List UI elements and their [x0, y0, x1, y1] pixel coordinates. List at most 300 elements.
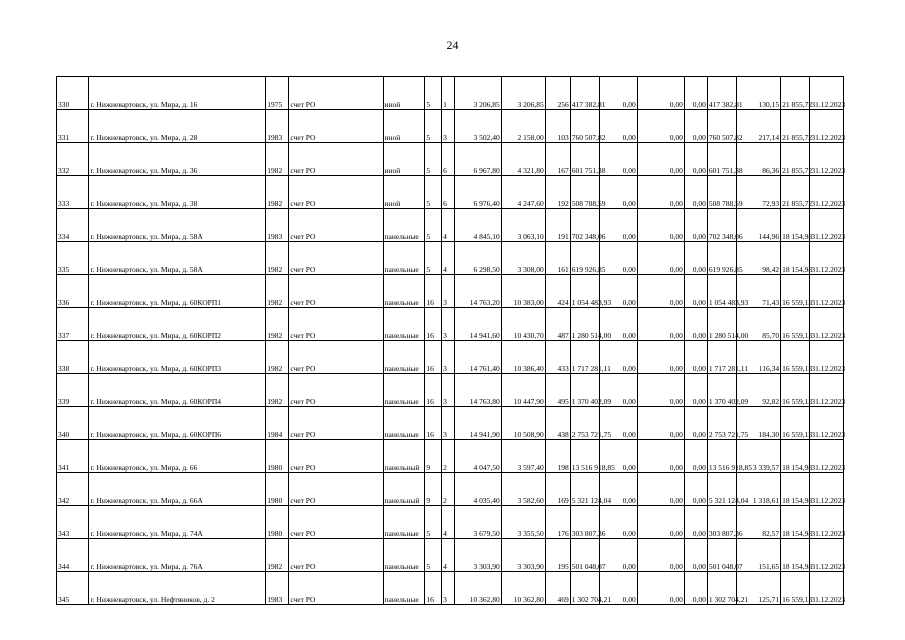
table-row — [57, 506, 844, 539]
cell-residents-count: 198 — [545, 440, 570, 473]
cell-build-year: 1983 — [266, 209, 289, 242]
cell-living-area: 10 447,90 — [501, 374, 545, 407]
cell-address: г. Нижневартовск, ул. Нефтяников, д. 2 — [89, 572, 266, 605]
cell-cost-federal: 0,00 — [600, 440, 638, 473]
cell-cost-local: 0,00 — [684, 242, 707, 275]
cell-floors: 16 — [425, 275, 442, 308]
cell-residents-count: 438 — [545, 407, 570, 440]
cell-wall-material: панельный — [383, 473, 425, 506]
cell-total-area: 3 206,85 — [454, 77, 501, 110]
cell-total-area: 6 976,40 — [454, 176, 501, 209]
cell-living-area: 10 386,40 — [501, 341, 545, 374]
cell-cost-regional: 0,00 — [637, 407, 684, 440]
cell-cost-federal: 0,00 — [600, 308, 638, 341]
table-row — [57, 143, 844, 176]
cell-build-year: 1982 — [266, 341, 289, 374]
cell-max-unit-cost: 18 154,98 — [781, 209, 810, 242]
cell-total-cost: 1 302 704,21 — [570, 572, 599, 605]
cell-floors: 16 — [425, 341, 442, 374]
cell-build-year: 1984 — [266, 407, 289, 440]
cell-cost-local: 0,00 — [684, 539, 707, 572]
cell-residents-count: 103 — [545, 110, 570, 143]
cell-entrances: 3 — [442, 572, 455, 605]
cell-planned-date: 31.12.2023 — [810, 308, 844, 341]
cell-unit-cost: 82,57 — [737, 506, 781, 539]
cell-total-area: 4 047,50 — [454, 440, 501, 473]
cell-cost-regional: 0,00 — [637, 506, 684, 539]
cell-living-area: 3 206,85 — [501, 77, 545, 110]
table-row — [57, 440, 844, 473]
cell-cost-regional: 0,00 — [637, 440, 684, 473]
cell-cost-regional: 0,00 — [637, 275, 684, 308]
cell-cost-federal: 0,00 — [600, 209, 638, 242]
cell-wall-material: иной — [383, 77, 425, 110]
cell-unit-cost: 184,30 — [737, 407, 781, 440]
cell-cost-owners: 5 321 124,04 — [707, 473, 736, 506]
cell-row-number: 335 — [57, 242, 89, 275]
cell-address: г. Нижневартовск, ул. Мира, д. 60КОРП1 — [89, 275, 266, 308]
cell-address: г. Нижневартовск, ул. Мира, д. 36 — [89, 143, 266, 176]
cell-unit-cost: 86,36 — [737, 143, 781, 176]
cell-cost-regional: 0,00 — [637, 473, 684, 506]
cell-planned-date: 31.12.2023 — [810, 341, 844, 374]
cell-total-cost: 1 717 281,11 — [570, 341, 599, 374]
cell-planned-date: 31.12.2023 — [810, 473, 844, 506]
cell-entrances: 2 — [442, 440, 455, 473]
cell-floors: 5 — [425, 176, 442, 209]
cell-unit-cost: 98,42 — [737, 242, 781, 275]
cell-cost-owners: 619 926,85 — [707, 242, 736, 275]
cell-fund-method: счет РО — [289, 242, 383, 275]
cell-max-unit-cost: 18 154,98 — [781, 242, 810, 275]
cell-cost-local: 0,00 — [684, 77, 707, 110]
cell-entrances: 1 — [442, 77, 455, 110]
cell-max-unit-cost: 16 559,13 — [781, 374, 810, 407]
cell-cost-federal: 0,00 — [600, 110, 638, 143]
cell-cost-regional: 0,00 — [637, 77, 684, 110]
cell-build-year: 1982 — [266, 275, 289, 308]
table-row — [57, 110, 844, 143]
cell-wall-material: панельные — [383, 374, 425, 407]
cell-max-unit-cost: 21 855,72 — [781, 77, 810, 110]
cell-total-area: 14 941,60 — [454, 308, 501, 341]
cell-max-unit-cost: 21 855,72 — [781, 143, 810, 176]
cell-cost-owners: 1 280 514,00 — [707, 308, 736, 341]
table-row — [57, 209, 844, 242]
cell-build-year: 1982 — [266, 143, 289, 176]
cell-total-cost: 417 382,81 — [570, 77, 599, 110]
cell-unit-cost: 72,93 — [737, 176, 781, 209]
cell-living-area: 3 355,50 — [501, 506, 545, 539]
cell-row-number: 339 — [57, 374, 89, 407]
cell-cost-owners: 508 788,59 — [707, 176, 736, 209]
cell-row-number: 340 — [57, 407, 89, 440]
cell-build-year: 1975 — [266, 77, 289, 110]
cell-total-cost: 501 048,07 — [570, 539, 599, 572]
cell-fund-method: счет РО — [289, 440, 383, 473]
cell-living-area: 3 303,90 — [501, 539, 545, 572]
cell-cost-owners: 303 807,36 — [707, 506, 736, 539]
cell-planned-date: 31.12.2023 — [810, 110, 844, 143]
cell-entrances: 3 — [442, 374, 455, 407]
cell-row-number: 334 — [57, 209, 89, 242]
cell-wall-material: панельные — [383, 275, 425, 308]
cell-cost-federal: 0,00 — [600, 374, 638, 407]
cell-cost-federal: 0,00 — [600, 176, 638, 209]
cell-living-area: 4 247,60 — [501, 176, 545, 209]
cell-fund-method: счет РО — [289, 473, 383, 506]
cell-cost-local: 0,00 — [684, 572, 707, 605]
cell-unit-cost: 71,43 — [737, 275, 781, 308]
cell-total-area: 3 679,50 — [454, 506, 501, 539]
cell-planned-date: 31.12.2023 — [810, 77, 844, 110]
cell-planned-date: 31.12.2023 — [810, 440, 844, 473]
cell-total-cost: 5 321 124,04 — [570, 473, 599, 506]
cell-total-cost: 702 348,06 — [570, 209, 599, 242]
table-row — [57, 275, 844, 308]
cell-cost-federal: 0,00 — [600, 143, 638, 176]
cell-total-area: 14 763,20 — [454, 275, 501, 308]
cell-cost-local: 0,00 — [684, 341, 707, 374]
cell-planned-date: 31.12.2023 — [810, 176, 844, 209]
cell-cost-regional: 0,00 — [637, 209, 684, 242]
cell-living-area: 10 383,00 — [501, 275, 545, 308]
cell-build-year: 1982 — [266, 539, 289, 572]
cell-cost-owners: 1 302 704,21 — [707, 572, 736, 605]
cell-total-cost: 1 370 402,09 — [570, 374, 599, 407]
cell-total-area: 4 845,10 — [454, 209, 501, 242]
cell-planned-date: 31.12.2023 — [810, 209, 844, 242]
cell-fund-method: счет РО — [289, 176, 383, 209]
cell-wall-material: панельные — [383, 539, 425, 572]
table-row — [57, 308, 844, 341]
cell-cost-regional: 0,00 — [637, 572, 684, 605]
cell-cost-local: 0,00 — [684, 308, 707, 341]
cell-address: г. Нижневартовск, ул. Мира, д. 58А — [89, 242, 266, 275]
cell-total-cost: 508 788,59 — [570, 176, 599, 209]
cell-cost-federal: 0,00 — [600, 572, 638, 605]
cell-total-area: 14 761,40 — [454, 341, 501, 374]
cell-unit-cost: 85,70 — [737, 308, 781, 341]
cell-max-unit-cost: 16 559,13 — [781, 275, 810, 308]
cell-fund-method: счет РО — [289, 143, 383, 176]
cell-planned-date: 31.12.2023 — [810, 407, 844, 440]
cell-cost-regional: 0,00 — [637, 539, 684, 572]
cell-address: г. Нижневартовск, ул. Мира, д. 60КОРП2 — [89, 308, 266, 341]
cell-residents-count: 195 — [545, 539, 570, 572]
cell-cost-regional: 0,00 — [637, 341, 684, 374]
cell-living-area: 4 321,80 — [501, 143, 545, 176]
cell-wall-material: иной — [383, 110, 425, 143]
cell-cost-federal: 0,00 — [600, 275, 638, 308]
cell-cost-local: 0,00 — [684, 374, 707, 407]
cell-cost-regional: 0,00 — [637, 308, 684, 341]
cell-total-cost: 1 054 483,93 — [570, 275, 599, 308]
cell-total-area: 6 298,50 — [454, 242, 501, 275]
cell-max-unit-cost: 18 154,98 — [781, 473, 810, 506]
cell-build-year: 1980 — [266, 506, 289, 539]
cell-build-year: 1980 — [266, 473, 289, 506]
cell-fund-method: счет РО — [289, 374, 383, 407]
cell-total-area: 3 502,40 — [454, 110, 501, 143]
cell-entrances: 4 — [442, 242, 455, 275]
cell-max-unit-cost: 18 154,98 — [781, 440, 810, 473]
cell-floors: 5 — [425, 209, 442, 242]
cell-build-year: 1982 — [266, 374, 289, 407]
cell-residents-count: 161 — [545, 242, 570, 275]
cell-row-number: 330 — [57, 77, 89, 110]
cell-fund-method: счет РО — [289, 77, 383, 110]
cell-residents-count: 169 — [545, 473, 570, 506]
cell-living-area: 10 430,70 — [501, 308, 545, 341]
cell-row-number: 331 — [57, 110, 89, 143]
cell-fund-method: счет РО — [289, 110, 383, 143]
cell-planned-date: 31.12.2023 — [810, 275, 844, 308]
cell-cost-local: 0,00 — [684, 407, 707, 440]
cell-total-area: 6 967,80 — [454, 143, 501, 176]
cell-cost-local: 0,00 — [684, 110, 707, 143]
cell-floors: 16 — [425, 374, 442, 407]
cell-residents-count: 424 — [545, 275, 570, 308]
cell-unit-cost: 144,96 — [737, 209, 781, 242]
cell-floors: 5 — [425, 506, 442, 539]
cell-address: г. Нижневартовск, ул. Мира, д. 60КОРП4 — [89, 374, 266, 407]
cell-cost-federal: 0,00 — [600, 539, 638, 572]
table-row — [57, 341, 844, 374]
cell-max-unit-cost: 16 559,13 — [781, 407, 810, 440]
cell-unit-cost: 92,82 — [737, 374, 781, 407]
page-number: 24 — [446, 38, 459, 52]
cell-address: г. Нижневартовск, ул. Мира, д. 60КОРП6 — [89, 407, 266, 440]
cell-unit-cost: 125,71 — [737, 572, 781, 605]
cell-residents-count: 469 — [545, 572, 570, 605]
cell-wall-material: панельные — [383, 407, 425, 440]
cell-living-area: 2 158,00 — [501, 110, 545, 143]
cell-living-area: 10 508,90 — [501, 407, 545, 440]
cell-cost-local: 0,00 — [684, 143, 707, 176]
table-row — [57, 176, 844, 209]
table-row — [57, 572, 844, 605]
cell-build-year: 1982 — [266, 308, 289, 341]
cell-address: г. Нижневартовск, ул. Мира, д. 76А — [89, 539, 266, 572]
cell-wall-material: панельные — [383, 242, 425, 275]
cell-total-cost: 2 753 721,75 — [570, 407, 599, 440]
cell-address: г. Нижневартовск, ул. Мира, д. 74А — [89, 506, 266, 539]
cell-address: г. Нижневартовск, ул. Мира, д. 16 — [89, 77, 266, 110]
cell-fund-method: счет РО — [289, 341, 383, 374]
cell-address: г. Нижневартовск, ул. Мира, д. 58А — [89, 209, 266, 242]
registry-body — [57, 77, 844, 605]
cell-entrances: 4 — [442, 506, 455, 539]
cell-wall-material: иной — [383, 176, 425, 209]
cell-cost-owners: 1 370 402,09 — [707, 374, 736, 407]
cell-max-unit-cost: 18 154,98 — [781, 506, 810, 539]
cell-max-unit-cost: 16 559,13 — [781, 341, 810, 374]
cell-residents-count: 192 — [545, 176, 570, 209]
cell-floors: 16 — [425, 407, 442, 440]
cell-cost-federal: 0,00 — [600, 473, 638, 506]
table-row — [57, 473, 844, 506]
cell-entrances: 4 — [442, 209, 455, 242]
cell-cost-owners: 501 048,07 — [707, 539, 736, 572]
cell-entrances: 3 — [442, 308, 455, 341]
cell-cost-owners: 1 717 281,11 — [707, 341, 736, 374]
cell-build-year: 1982 — [266, 176, 289, 209]
cell-fund-method: счет РО — [289, 209, 383, 242]
cell-unit-cost: 151,65 — [737, 539, 781, 572]
cell-cost-local: 0,00 — [684, 506, 707, 539]
cell-cost-owners: 601 751,38 — [707, 143, 736, 176]
cell-wall-material: панельные — [383, 209, 425, 242]
cell-floors: 5 — [425, 110, 442, 143]
cell-cost-federal: 0,00 — [600, 242, 638, 275]
cell-cost-regional: 0,00 — [637, 374, 684, 407]
cell-planned-date: 31.12.2023 — [810, 242, 844, 275]
cell-cost-local: 0,00 — [684, 176, 707, 209]
cell-unit-cost: 1 318,61 — [737, 473, 781, 506]
cell-floors: 5 — [425, 242, 442, 275]
cell-max-unit-cost: 21 855,72 — [781, 110, 810, 143]
cell-planned-date: 31.12.2023 — [810, 539, 844, 572]
cell-planned-date: 31.12.2023 — [810, 506, 844, 539]
cell-entrances: 3 — [442, 341, 455, 374]
cell-cost-owners: 13 516 918,85 — [707, 440, 736, 473]
cell-residents-count: 495 — [545, 374, 570, 407]
housing-registry-table — [56, 76, 844, 605]
cell-wall-material: панельные — [383, 506, 425, 539]
cell-cost-local: 0,00 — [684, 209, 707, 242]
cell-build-year: 1983 — [266, 110, 289, 143]
cell-row-number: 336 — [57, 275, 89, 308]
cell-total-area: 14 941,90 — [454, 407, 501, 440]
table-row — [57, 539, 844, 572]
cell-row-number: 344 — [57, 539, 89, 572]
cell-residents-count: 176 — [545, 506, 570, 539]
cell-cost-regional: 0,00 — [637, 110, 684, 143]
cell-cost-owners: 1 054 483,93 — [707, 275, 736, 308]
cell-cost-federal: 0,00 — [600, 341, 638, 374]
cell-residents-count: 167 — [545, 143, 570, 176]
cell-residents-count: 433 — [545, 341, 570, 374]
cell-floors: 9 — [425, 473, 442, 506]
cell-entrances: 4 — [442, 539, 455, 572]
cell-residents-count: 256 — [545, 77, 570, 110]
cell-cost-regional: 0,00 — [637, 143, 684, 176]
cell-residents-count: 487 — [545, 308, 570, 341]
cell-planned-date: 31.12.2023 — [810, 374, 844, 407]
cell-total-cost: 13 516 918,85 — [570, 440, 599, 473]
cell-entrances: 3 — [442, 275, 455, 308]
cell-wall-material: панельный — [383, 440, 425, 473]
cell-cost-federal: 0,00 — [600, 77, 638, 110]
cell-cost-owners: 417 382,81 — [707, 77, 736, 110]
cell-entrances: 6 — [442, 143, 455, 176]
cell-living-area: 3 597,40 — [501, 440, 545, 473]
cell-build-year: 1980 — [266, 440, 289, 473]
cell-floors: 5 — [425, 77, 442, 110]
cell-total-cost: 619 926,85 — [570, 242, 599, 275]
cell-address: г. Нижневартовск, ул. Мира, д. 60КОРП3 — [89, 341, 266, 374]
cell-max-unit-cost: 21 855,72 — [781, 176, 810, 209]
cell-unit-cost: 3 339,57 — [737, 440, 781, 473]
cell-entrances: 6 — [442, 176, 455, 209]
cell-row-number: 345 — [57, 572, 89, 605]
cell-cost-regional: 0,00 — [637, 176, 684, 209]
cell-floors: 16 — [425, 308, 442, 341]
cell-floors: 5 — [425, 539, 442, 572]
cell-unit-cost: 217,14 — [737, 110, 781, 143]
cell-wall-material: панельные — [383, 572, 425, 605]
cell-living-area: 3 582,60 — [501, 473, 545, 506]
cell-row-number: 337 — [57, 308, 89, 341]
cell-entrances: 3 — [442, 110, 455, 143]
cell-cost-owners: 760 507,82 — [707, 110, 736, 143]
cell-cost-owners: 2 753 721,75 — [707, 407, 736, 440]
cell-build-year: 1982 — [266, 242, 289, 275]
cell-fund-method: счет РО — [289, 275, 383, 308]
cell-total-area: 10 362,80 — [454, 572, 501, 605]
cell-wall-material: иной — [383, 143, 425, 176]
cell-max-unit-cost: 16 559,13 — [781, 572, 810, 605]
cell-address: г. Нижневартовск, ул. Мира, д. 66 — [89, 440, 266, 473]
cell-total-area: 3 303,90 — [454, 539, 501, 572]
cell-address: г. Нижневартовск, ул. Мира, д. 66А — [89, 473, 266, 506]
cell-max-unit-cost: 16 559,13 — [781, 308, 810, 341]
table-row — [57, 77, 844, 110]
table-row — [57, 242, 844, 275]
cell-entrances: 3 — [442, 407, 455, 440]
cell-row-number: 342 — [57, 473, 89, 506]
cell-total-area: 14 763,80 — [454, 374, 501, 407]
cell-build-year: 1983 — [266, 572, 289, 605]
cell-cost-local: 0,00 — [684, 275, 707, 308]
cell-unit-cost: 116,34 — [737, 341, 781, 374]
cell-wall-material: панельные — [383, 308, 425, 341]
cell-address: г. Нижневартовск, ул. Мира, д. 28 — [89, 110, 266, 143]
cell-living-area: 10 362,80 — [501, 572, 545, 605]
cell-floors: 5 — [425, 143, 442, 176]
cell-planned-date: 31.12.2023 — [810, 143, 844, 176]
cell-cost-federal: 0,00 — [600, 407, 638, 440]
cell-row-number: 333 — [57, 176, 89, 209]
cell-address: г. Нижневартовск, ул. Мира, д. 38 — [89, 176, 266, 209]
cell-total-area: 4 035,40 — [454, 473, 501, 506]
cell-residents-count: 191 — [545, 209, 570, 242]
cell-row-number: 338 — [57, 341, 89, 374]
cell-floors: 9 — [425, 440, 442, 473]
cell-entrances: 2 — [442, 473, 455, 506]
cell-total-cost: 303 807,36 — [570, 506, 599, 539]
cell-floors: 16 — [425, 572, 442, 605]
cell-cost-federal: 0,00 — [600, 506, 638, 539]
cell-fund-method: счет РО — [289, 506, 383, 539]
table-row — [57, 407, 844, 440]
cell-living-area: 3 063,10 — [501, 209, 545, 242]
cell-fund-method: счет РО — [289, 308, 383, 341]
cell-row-number: 341 — [57, 440, 89, 473]
cell-cost-local: 0,00 — [684, 440, 707, 473]
cell-planned-date: 31.12.2023 — [810, 572, 844, 605]
cell-cost-local: 0,00 — [684, 473, 707, 506]
cell-row-number: 332 — [57, 143, 89, 176]
cell-max-unit-cost: 18 154,98 — [781, 539, 810, 572]
cell-cost-owners: 702 348,06 — [707, 209, 736, 242]
cell-living-area: 3 308,00 — [501, 242, 545, 275]
cell-wall-material: панельные — [383, 341, 425, 374]
cell-row-number: 343 — [57, 506, 89, 539]
cell-total-cost: 1 280 514,00 — [570, 308, 599, 341]
table-row — [57, 374, 844, 407]
